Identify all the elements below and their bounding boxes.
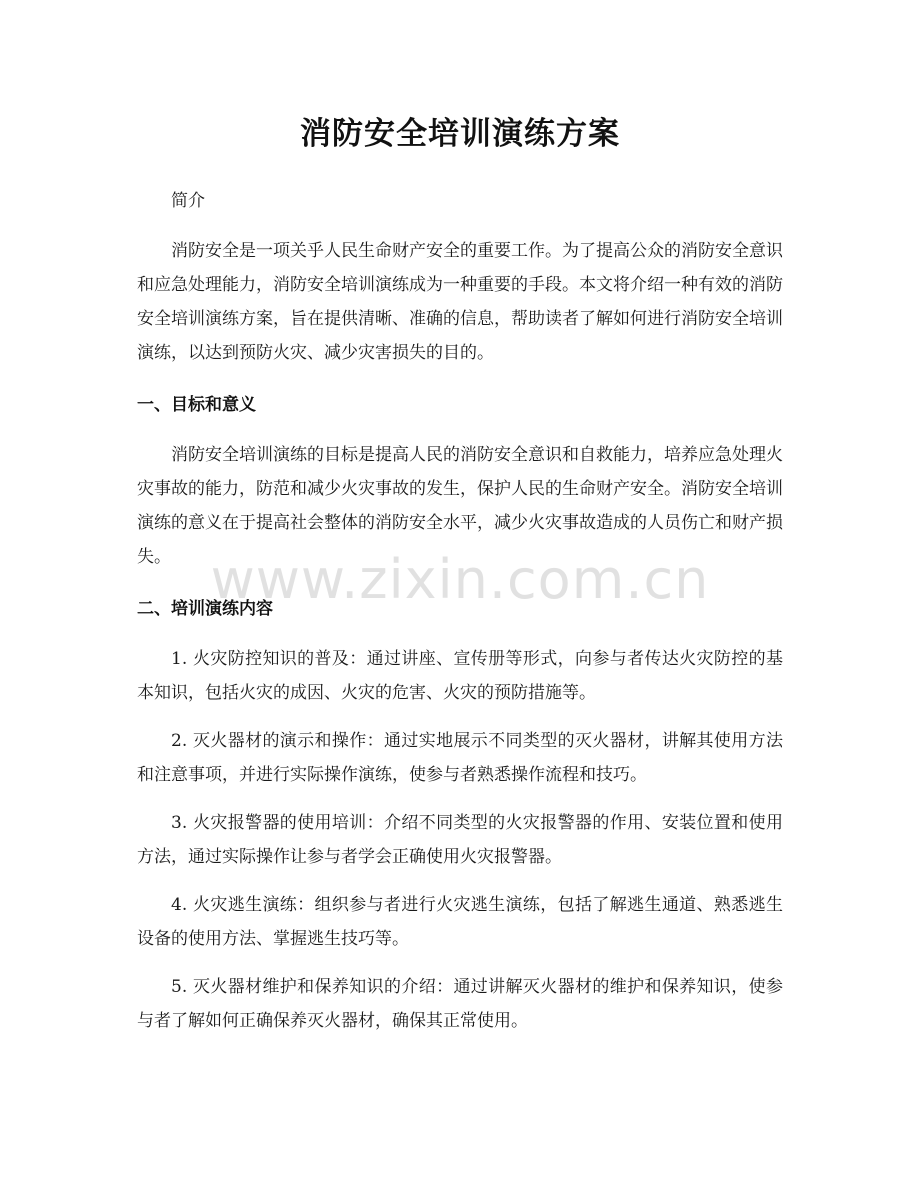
section-heading-goals: 一、目标和意义 [137,395,256,415]
document-body [137,184,783,1052]
intro-label: 简介 [171,191,205,211]
list-item: 3. 火灾报警器的使用培训：介绍不同类型的火灾报警器的作用、安装位置和使用方法，通过实际操作让参与者学会正确使用火灾报警器。 [137,813,783,867]
list-item: 4. 火灾逃生演练：组织参与者进行火灾逃生演练，包括了解逃生通道、熟悉逃生设备的使用方法、掌握逃生技巧等。 [137,895,783,949]
list-item: 1. 火灾防控知识的普及：通过讲座、宣传册等形式，向参与者传达火灾防控的基本知识，包括火灾的成因、火灾的危害、火灾的预防措施等。 [137,649,783,703]
watermark: www.zixin.com.cn [210,548,710,611]
goals-paragraph: 消防安全培训演练的目标是提高人民的消防安全意识和自救能力，培养应急处理火灾事故的能力，防范和减少火灾事故的发生，保护人民的生命财产安全。消防安全培训演练的意义在于提高社会整体的消防安全水平，减少火灾事故造成的人员伤亡和财产损失。 [137,445,783,567]
document-title: 消防安全培训演练方案 [300,116,620,152]
list-item: 2. 灭火器材的演示和操作：通过实地展示不同类型的灭火器材，讲解其使用方法和注意事项，并进行实际操作演练，使参与者熟悉操作流程和技巧。 [137,731,783,785]
section-heading-content: 二、培训演练内容 [137,599,273,619]
intro-paragraph: 消防安全是一项关乎人民生命财产安全的重要工作。为了提高公众的消防安全意识和应急处理能力，消防安全培训演练成为一种重要的手段。本文将介绍一种有效的消防安全培训演练方案，旨在提供清晰、准确的信息，帮助读者了解如何进行消防安全培训演练，以达到预防火灾、减少灾害损失的目的。 [137,241,783,363]
list-item: 5. 灭火器材维护和保养知识的介绍：通过讲解灭火器材的维护和保养知识，使参与者了解如何正确保养灭火器材，确保其正常使用。 [137,977,783,1031]
